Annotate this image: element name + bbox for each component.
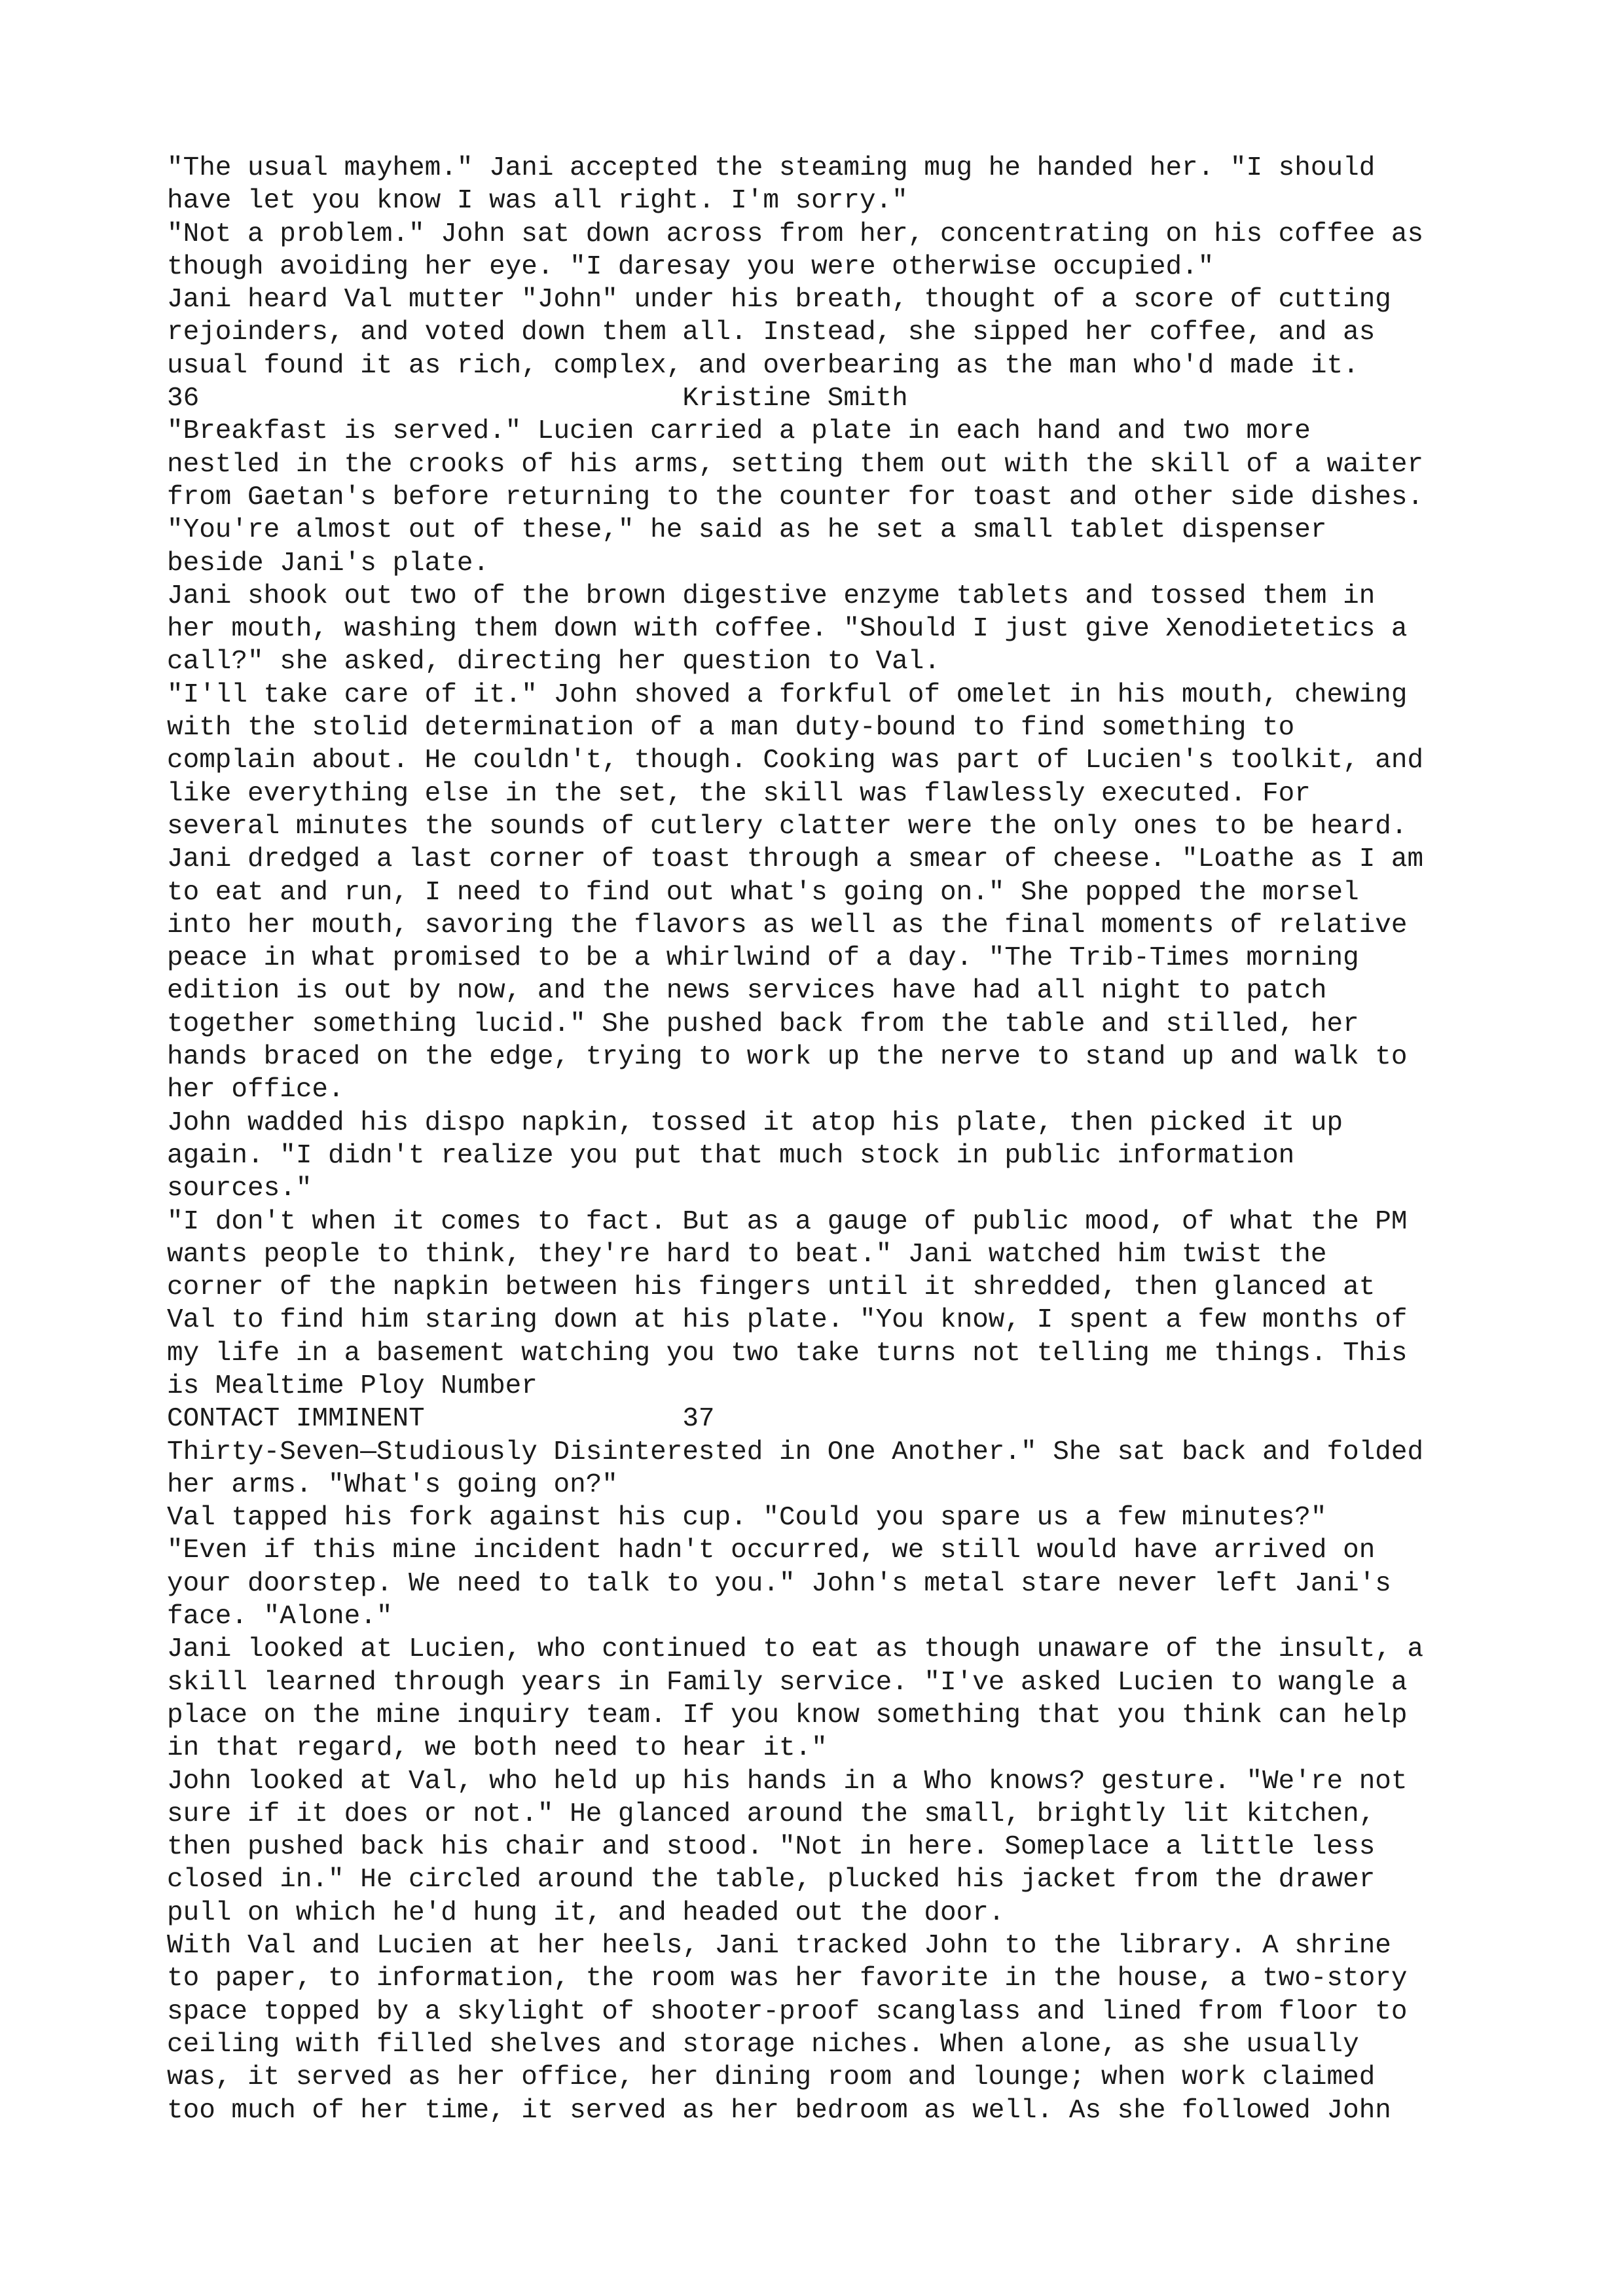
text-line: face. "Alone." xyxy=(167,1602,393,1632)
text-line: "I'll take care of it." John shoved a forkful of omelet in his mouth, chewing xyxy=(167,679,1408,710)
text-line: nestled in the crooks of his arms, setting them out with the skill of a waiter xyxy=(167,449,1424,480)
text-line: edition is out by now, and the news services have had all night to patch xyxy=(167,976,1327,1007)
text-line: complain about. He couldn't, though. Cooking was part of Lucien's toolkit, and xyxy=(167,745,1424,776)
text-line: her arms. "What's going on?" xyxy=(167,1469,618,1500)
text-line: then pushed back his chair and stood. "Not in here. Someplace a little less xyxy=(167,1832,1376,1863)
text-line: was, it served as her office, her dining room and lounge; when work claimed xyxy=(167,2062,1376,2093)
text-line: sources." xyxy=(167,1174,312,1204)
text-line: have let you know I was all right. I'm sorry." xyxy=(167,186,908,217)
text-line: space topped by a skylight of shooter-proof scanglass and lined from floor to xyxy=(167,1996,1408,2027)
text-line: though avoiding her eye. "I daresay you were otherwise occupied." xyxy=(167,251,1214,282)
text-line: with the stolid determination of a man duty-bound to find something to xyxy=(167,713,1295,744)
text-line: her mouth, washing them down with coffee. "Should I just give Xenodietetics a xyxy=(167,614,1408,645)
text-line: "Even if this mine incident hadn't occurred, we still would have arrived on xyxy=(167,1535,1376,1566)
text-line: usual found it as rich, complex, and overbearing as the man who'd made it. xyxy=(167,350,1359,381)
text-line: in that regard, we both need to hear it." xyxy=(167,1733,828,1764)
text-line: beside Jani's plate. xyxy=(167,548,490,579)
text-line: into her mouth, savoring the flavors as well as the final moments of relative xyxy=(167,910,1408,941)
text-line: ceiling with filled shelves and storage niches. When alone, as she usually xyxy=(167,2029,1359,2060)
text-line: from Gaetan's before returning to the counter for toast and other side dishes. xyxy=(167,482,1424,512)
text-line: Val tapped his fork against his cup. "Could you spare us a few minutes?" xyxy=(167,1503,1327,1534)
text-line: closed in." He circled around the table, plucked his jacket from the drawer xyxy=(167,1865,1376,1895)
text-line: Jani heard Val mutter "John" under his breath, thought of a score of cutting xyxy=(167,285,1391,315)
text-line: Thirty-Seven—Studiously Disinterested in One Another." She sat back and folded xyxy=(167,1437,1424,1467)
text-line: place on the mine inquiry team. If you know something that you think can help xyxy=(167,1700,1408,1731)
text-line: too much of her time, it served as her bedroom as well. As she followed John xyxy=(167,2095,1391,2126)
text-line: "You're almost out of these," he said as he set a small tablet dispenser xyxy=(167,515,1327,546)
text-line: her office. xyxy=(167,1075,344,1105)
text-line: pull on which he'd hung it, and headed out the door. xyxy=(167,1897,1005,1928)
text-line: skill learned through years in Family service. "I've asked Lucien to wangle a xyxy=(167,1667,1408,1698)
text-line: corner of the napkin between his fingers until it shredded, then glanced at xyxy=(167,1272,1376,1303)
text-line: together something lucid." She pushed back from the table and stilled, her xyxy=(167,1009,1359,1039)
text-line: hands braced on the edge, trying to work up the nerve to stand up and walk to xyxy=(167,1042,1408,1073)
text-line: to eat and run, I need to find out what's going on." She popped the morsel xyxy=(167,877,1359,908)
text-line: sure if it does or not." He glanced around the small, brightly lit kitchen, xyxy=(167,1799,1376,1829)
text-line: several minutes the sounds of cutlery clatter were the only ones to be heard. xyxy=(167,811,1408,842)
text-line: "Not a problem." John sat down across from her, concentrating on his coffee as xyxy=(167,219,1424,249)
document-page xyxy=(167,152,1489,2127)
text-line: "The usual mayhem." Jani accepted the steaming mug he handed her. "I should xyxy=(167,153,1376,183)
text-line: 36 Kristine Smith xyxy=(167,384,908,414)
text-line: Jani looked at Lucien, who continued to eat as though unaware of the insult, a xyxy=(167,1634,1424,1665)
text-line: my life in a basement watching you two take turns not telling me things. This xyxy=(167,1338,1408,1369)
text-line: CONTACT IMMINENT 37 xyxy=(167,1404,715,1435)
text-line: Val to find him staring down at his plate. "You know, I spent a few months of xyxy=(167,1305,1408,1336)
text-line: again. "I didn't realize you put that much stock in public information xyxy=(167,1140,1295,1171)
text-line: like everything else in the set, the skill was flawlessly executed. For xyxy=(167,778,1311,809)
text-line: call?" she asked, directing her question to Val. xyxy=(167,647,940,677)
text-line: Jani shook out two of the brown digestive enzyme tablets and tossed them in xyxy=(167,581,1376,611)
text-line: peace in what promised to be a whirlwind of a day. "The Trib-Times morning xyxy=(167,943,1359,974)
text-line: to paper, to information, the room was her favorite in the house, a two-story xyxy=(167,1964,1408,1994)
text-line: Jani dredged a last corner of toast through a smear of cheese. "Loathe as I am xyxy=(167,844,1424,875)
text-line: rejoinders, and voted down them all. Instead, she sipped her coffee, and as xyxy=(167,317,1376,348)
text-line: "I don't when it comes to fact. But as a gauge of public mood, of what the PM xyxy=(167,1206,1408,1237)
text-line: your doorstep. We need to talk to you." John's metal stare never left Jani's xyxy=(167,1568,1391,1599)
text-line: wants people to think, they're hard to beat." Jani watched him twist the xyxy=(167,1239,1327,1270)
text-line: "Breakfast is served." Lucien carried a plate in each hand and two more xyxy=(167,416,1311,447)
text-line: John looked at Val, who held up his hands in a Who knows? gesture. "We're not xyxy=(167,1766,1408,1797)
text-line: John wadded his dispo napkin, tossed it atop his plate, then picked it up xyxy=(167,1107,1343,1138)
text-line: With Val and Lucien at her heels, Jani tracked John to the library. A shrine xyxy=(167,1931,1391,1962)
text-line: is Mealtime Ploy Number xyxy=(167,1371,538,1401)
